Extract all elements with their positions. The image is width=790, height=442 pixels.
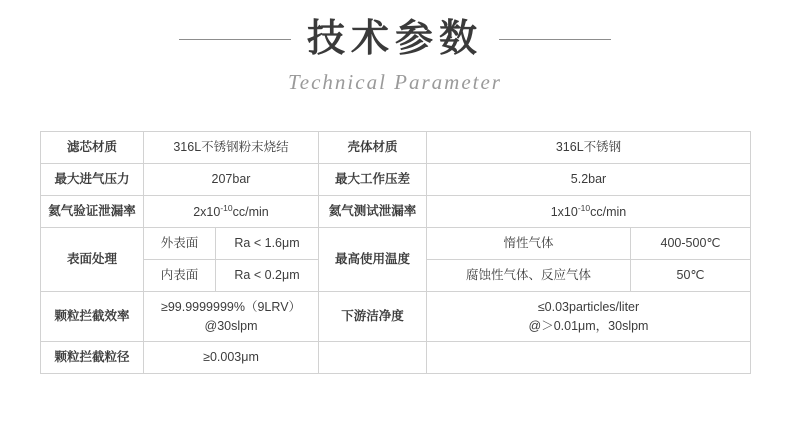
cell-value-housing-material: 316L不锈钢 [427, 132, 751, 164]
title-rule-left [179, 39, 291, 40]
table-row [41, 132, 751, 164]
cell-value-max-working-differential: 5.2bar [427, 163, 751, 195]
cell-label-helium-test-leak: 氦气测试泄漏率 [319, 195, 427, 228]
cell-blank-value [427, 342, 751, 374]
cell-value-max-inlet-pressure: 207bar [144, 163, 319, 195]
cell-sublabel-corrosive-gas: 腐蚀性气体、反应气体 [427, 260, 631, 292]
cell-label-particle-retention-size: 颗粒拦截粒径 [41, 342, 144, 374]
cell-value-outer-surface: Ra < 1.6μm [216, 228, 319, 260]
cell-value-particle-retention-size: ≥0.003μm [144, 342, 319, 374]
value-line-2: @＞0.01μm，30slpm [528, 318, 649, 333]
page-title: 技术参数 [306, 18, 483, 60]
page-subtitle: Technical Parameter [288, 69, 502, 94]
value-line-2: @30slpm [204, 318, 258, 333]
value-exponent: -10 [577, 202, 591, 213]
cell-value-particle-retention-efficiency [144, 291, 319, 342]
table-row [41, 342, 751, 374]
cell-label-surface-treatment: 表面处理 [41, 228, 144, 292]
cell-label-filter-material: 滤芯材质 [41, 132, 144, 164]
cell-value-inert-gas-temp: 400-500℃ [631, 228, 751, 260]
value-prefix: 1x10 [550, 204, 578, 219]
value-exponent: -10 [220, 202, 233, 213]
cell-sublabel-inner-surface: 内表面 [144, 260, 216, 292]
cell-value-inner-surface: Ra < 0.2μm [216, 260, 319, 292]
cell-value-downstream-cleanliness [427, 291, 751, 342]
cell-sublabel-inert-gas: 惰性气体 [427, 228, 631, 260]
spec-table-wrap [40, 131, 750, 374]
cell-value-helium-verify-leak [144, 195, 319, 228]
value-line-1: ≤0.03particles/liter [537, 299, 640, 314]
value-line-1: ≥99.9999999%（9LRV） [160, 299, 302, 314]
cell-label-max-operating-temp: 最高使用温度 [319, 228, 427, 292]
cell-label-downstream-cleanliness: 下游洁净度 [319, 291, 427, 342]
cell-value-filter-material: 316L不锈钢粉末烧结 [144, 132, 319, 164]
cell-label-helium-verify-leak: 氦气验证泄漏率 [41, 195, 144, 228]
cell-value-helium-test-leak [427, 195, 751, 228]
cell-label-housing-material: 壳体材质 [319, 132, 427, 164]
value-suffix: cc/min [232, 204, 269, 219]
cell-value-corrosive-gas-temp: 50℃ [631, 260, 751, 292]
cell-sublabel-outer-surface: 外表面 [144, 228, 216, 260]
table-row [41, 228, 751, 260]
cell-label-particle-retention-efficiency: 颗粒拦截效率 [41, 291, 144, 342]
title-row [0, 18, 790, 62]
table-row [41, 195, 751, 228]
cell-label-max-working-differential: 最大工作压差 [319, 163, 427, 195]
value-suffix: cc/min [590, 204, 627, 219]
table-row [41, 163, 751, 195]
title-rule-right [499, 39, 611, 40]
value-prefix: 2x10 [193, 204, 221, 219]
table-row [41, 291, 751, 342]
cell-label-max-inlet-pressure: 最大进气压力 [41, 163, 144, 195]
cell-blank-label [319, 342, 427, 374]
page-header [0, 0, 790, 95]
spec-table [40, 131, 751, 374]
